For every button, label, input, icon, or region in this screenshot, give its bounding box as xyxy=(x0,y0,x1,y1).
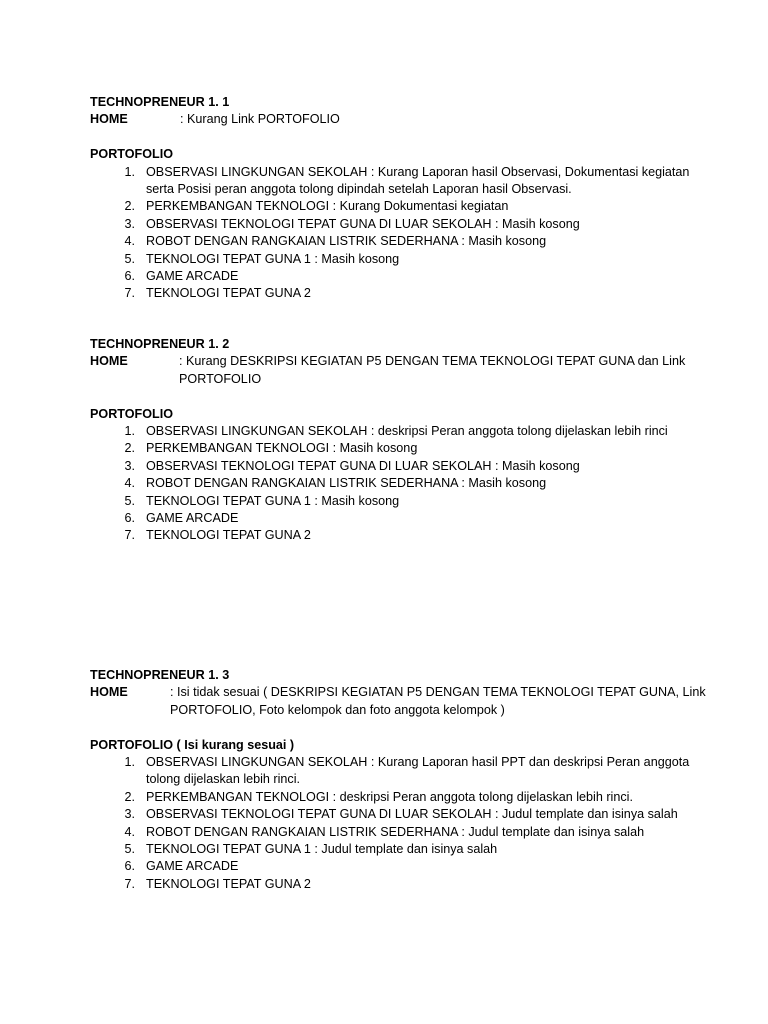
item-number: 1. xyxy=(124,424,135,439)
spacer xyxy=(90,719,710,736)
item-number: 3. xyxy=(124,216,135,231)
item-text: ROBOT DENGAN RANGKAIAN LISTRIK SEDERHANA : Masih kosong xyxy=(146,234,547,249)
section-technopreneur-1-3 xyxy=(90,667,710,893)
list-item xyxy=(90,806,710,823)
portfolio-title: PORTOFOLIO xyxy=(90,147,174,162)
item-number: 5. xyxy=(124,493,135,508)
item-number: 2. xyxy=(124,199,135,214)
portfolio-title: PORTOFOLIO ( Isi kurang sesuai ) xyxy=(90,737,295,752)
list-item xyxy=(90,285,710,302)
item-text: TEKNOLOGI TEPAT GUNA 1 : Judul template dan isinya salah xyxy=(146,842,498,857)
item-number: 7. xyxy=(124,876,135,891)
item-text: TEKNOLOGI TEPAT GUNA 1 : Masih kosong xyxy=(146,493,400,508)
home-label: HOME xyxy=(90,112,128,127)
item-number: 1. xyxy=(124,164,135,179)
item-text: TEKNOLOGI TEPAT GUNA 2 xyxy=(146,876,311,891)
home-text: : Kurang DESKRIPSI KEGIATAN P5 DENGAN TEMA TEKNOLOGI TEPAT GUNA dan Link PORTOFOLIO xyxy=(179,354,686,386)
list-item xyxy=(90,754,710,789)
item-text: OBSERVASI TEKNOLOGI TEPAT GUNA DI LUAR SEKOLAH : Masih kosong xyxy=(146,216,580,231)
item-number: 2. xyxy=(124,789,135,804)
item-text: OBSERVASI LINGKUNGAN SEKOLAH : Kurang Laporan hasil PPT dan deskripsi Peran anggota tolong dijelaskan lebih rinci. xyxy=(146,755,690,787)
item-number: 7. xyxy=(124,528,135,543)
section-title: TECHNOPRENEUR 1. 3 xyxy=(90,668,230,682)
item-number: 5. xyxy=(124,251,135,266)
list-item xyxy=(90,216,710,233)
item-number: 4. xyxy=(124,234,135,249)
home-label: HOME xyxy=(90,685,128,700)
spacer xyxy=(90,129,710,146)
item-number: 3. xyxy=(124,458,135,473)
list-item xyxy=(90,251,710,268)
list-item xyxy=(90,876,710,893)
home-row xyxy=(90,111,710,128)
list-item xyxy=(90,493,710,510)
item-text: OBSERVASI TEKNOLOGI TEPAT GUNA DI LUAR SEKOLAH : Judul template dan isinya salah xyxy=(146,807,678,822)
item-number: 6. xyxy=(124,511,135,526)
list-item xyxy=(90,527,710,544)
home-text: : Kurang Link PORTOFOLIO xyxy=(180,112,340,127)
list-item xyxy=(90,475,710,492)
item-text: OBSERVASI LINGKUNGAN SEKOLAH : Kurang Laporan hasil Observasi, Dokumentasi kegiatan serta Posisi peran anggota tolong dipindah setelah Laporan hasil Observasi. xyxy=(146,164,690,197)
portfolio-list xyxy=(90,423,710,545)
item-number: 6. xyxy=(124,269,135,284)
spacer xyxy=(90,388,710,405)
list-item xyxy=(90,841,710,858)
item-text: PERKEMBANGAN TEKNOLOGI : Masih kosong xyxy=(146,441,418,456)
portfolio-list xyxy=(90,754,710,893)
list-item xyxy=(90,164,710,199)
list-item xyxy=(90,510,710,527)
item-text: GAME ARCADE xyxy=(146,859,239,874)
item-text: TEKNOLOGI TEPAT GUNA 1 : Masih kosong xyxy=(146,251,400,266)
item-number: 3. xyxy=(124,807,135,822)
section-technopreneur-1-1 xyxy=(90,94,710,303)
portfolio-list xyxy=(90,164,710,303)
list-item xyxy=(90,198,710,215)
item-text: OBSERVASI LINGKUNGAN SEKOLAH : deskripsi Peran anggota tolong dijelaskan lebih rinci xyxy=(146,424,668,439)
section-title: TECHNOPRENEUR 1. 2 xyxy=(90,337,230,351)
home-row xyxy=(90,353,710,388)
item-text: PERKEMBANGAN TEKNOLOGI : Kurang Dokumentasi kegiatan xyxy=(146,199,509,214)
item-number: 7. xyxy=(124,286,135,301)
list-item xyxy=(90,268,710,285)
list-item xyxy=(90,233,710,250)
section-technopreneur-1-2 xyxy=(90,336,710,545)
item-number: 4. xyxy=(124,824,135,839)
portfolio-title: PORTOFOLIO xyxy=(90,406,174,421)
item-text: TEKNOLOGI TEPAT GUNA 2 xyxy=(146,286,311,301)
item-number: 1. xyxy=(124,755,135,770)
list-item xyxy=(90,440,710,457)
item-text: TEKNOLOGI TEPAT GUNA 2 xyxy=(146,528,311,543)
item-text: ROBOT DENGAN RANGKAIAN LISTRIK SEDERHANA : Judul template dan isinya salah xyxy=(146,824,645,839)
list-item xyxy=(90,824,710,841)
home-label: HOME xyxy=(90,354,128,369)
item-number: 5. xyxy=(124,842,135,857)
item-number: 6. xyxy=(124,859,135,874)
item-text: GAME ARCADE xyxy=(146,269,239,284)
list-item xyxy=(90,423,710,440)
item-text: ROBOT DENGAN RANGKAIAN LISTRIK SEDERHANA : Masih kosong xyxy=(146,476,547,491)
home-text: : Isi tidak sesuai ( DESKRIPSI KEGIATAN P5 DENGAN TEMA TEKNOLOGI TEPAT GUNA, Link PORTOFOLIO, Foto kelompok dan foto anggota kelompok ) xyxy=(170,685,706,717)
section-title: TECHNOPRENEUR 1. 1 xyxy=(90,95,230,109)
item-text: GAME ARCADE xyxy=(146,511,239,526)
home-row xyxy=(90,684,710,719)
list-item xyxy=(90,789,710,806)
list-item xyxy=(90,458,710,475)
item-number: 4. xyxy=(124,476,135,491)
list-item xyxy=(90,858,710,875)
item-text: OBSERVASI TEKNOLOGI TEPAT GUNA DI LUAR SEKOLAH : Masih kosong xyxy=(146,458,580,473)
item-text: PERKEMBANGAN TEKNOLOGI : deskripsi Peran anggota tolong dijelaskan lebih rinci. xyxy=(146,789,633,804)
item-number: 2. xyxy=(124,441,135,456)
